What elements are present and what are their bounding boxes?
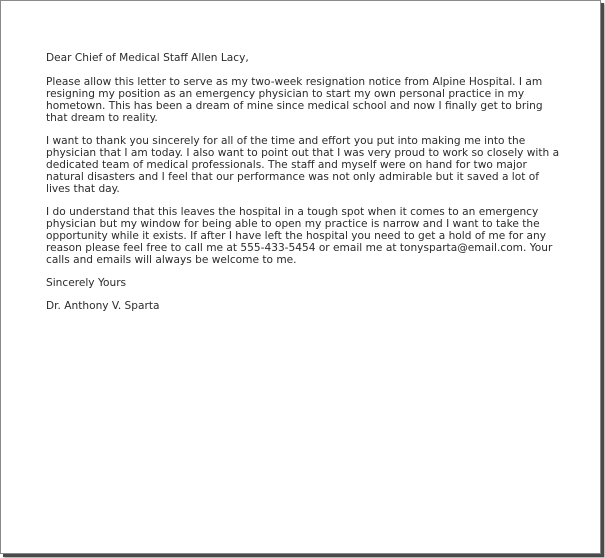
paragraph-contact: I do understand that this leaves the hospital in a tough spot when it comes to an emergency physician but my window for being able to open my practice is narrow and I want to take the opportunity while it exists. If after I have left the hospital you need to get a hold of me for any reason please feel free to call me at 555-433-5454 or email me at tonysparta@email.com. Your calls and emails will always be welcome to me.	[46, 206, 553, 266]
signature: Dr. Anthony V. Sparta	[46, 300, 160, 312]
letter-body	[46, 52, 566, 323]
paragraph-thanks: I want to thank you sincerely for all of the time and effort you put into making me into the physician that I am today. I also want to point out that I was very proud to work so closely with a dedicated team of medical professionals. The staff and myself were on hand for two major natural disasters and I feel that our performance was not only admirable but it saved a lot of lives that day.	[46, 135, 560, 195]
paragraph-resignation-notice: Please allow this letter to serve as my two-week resignation notice from Alpine Hospital. I am resigning my position as an emergency physician to start my own personal practice in my hometown. This has been a dream of mine since medical school and now I finally get to bring that dream to reality.	[46, 76, 543, 124]
closing: Sincerely Yours	[46, 277, 127, 289]
salutation: Dear Chief of Medical Staff Allen Lacy,	[46, 52, 249, 64]
